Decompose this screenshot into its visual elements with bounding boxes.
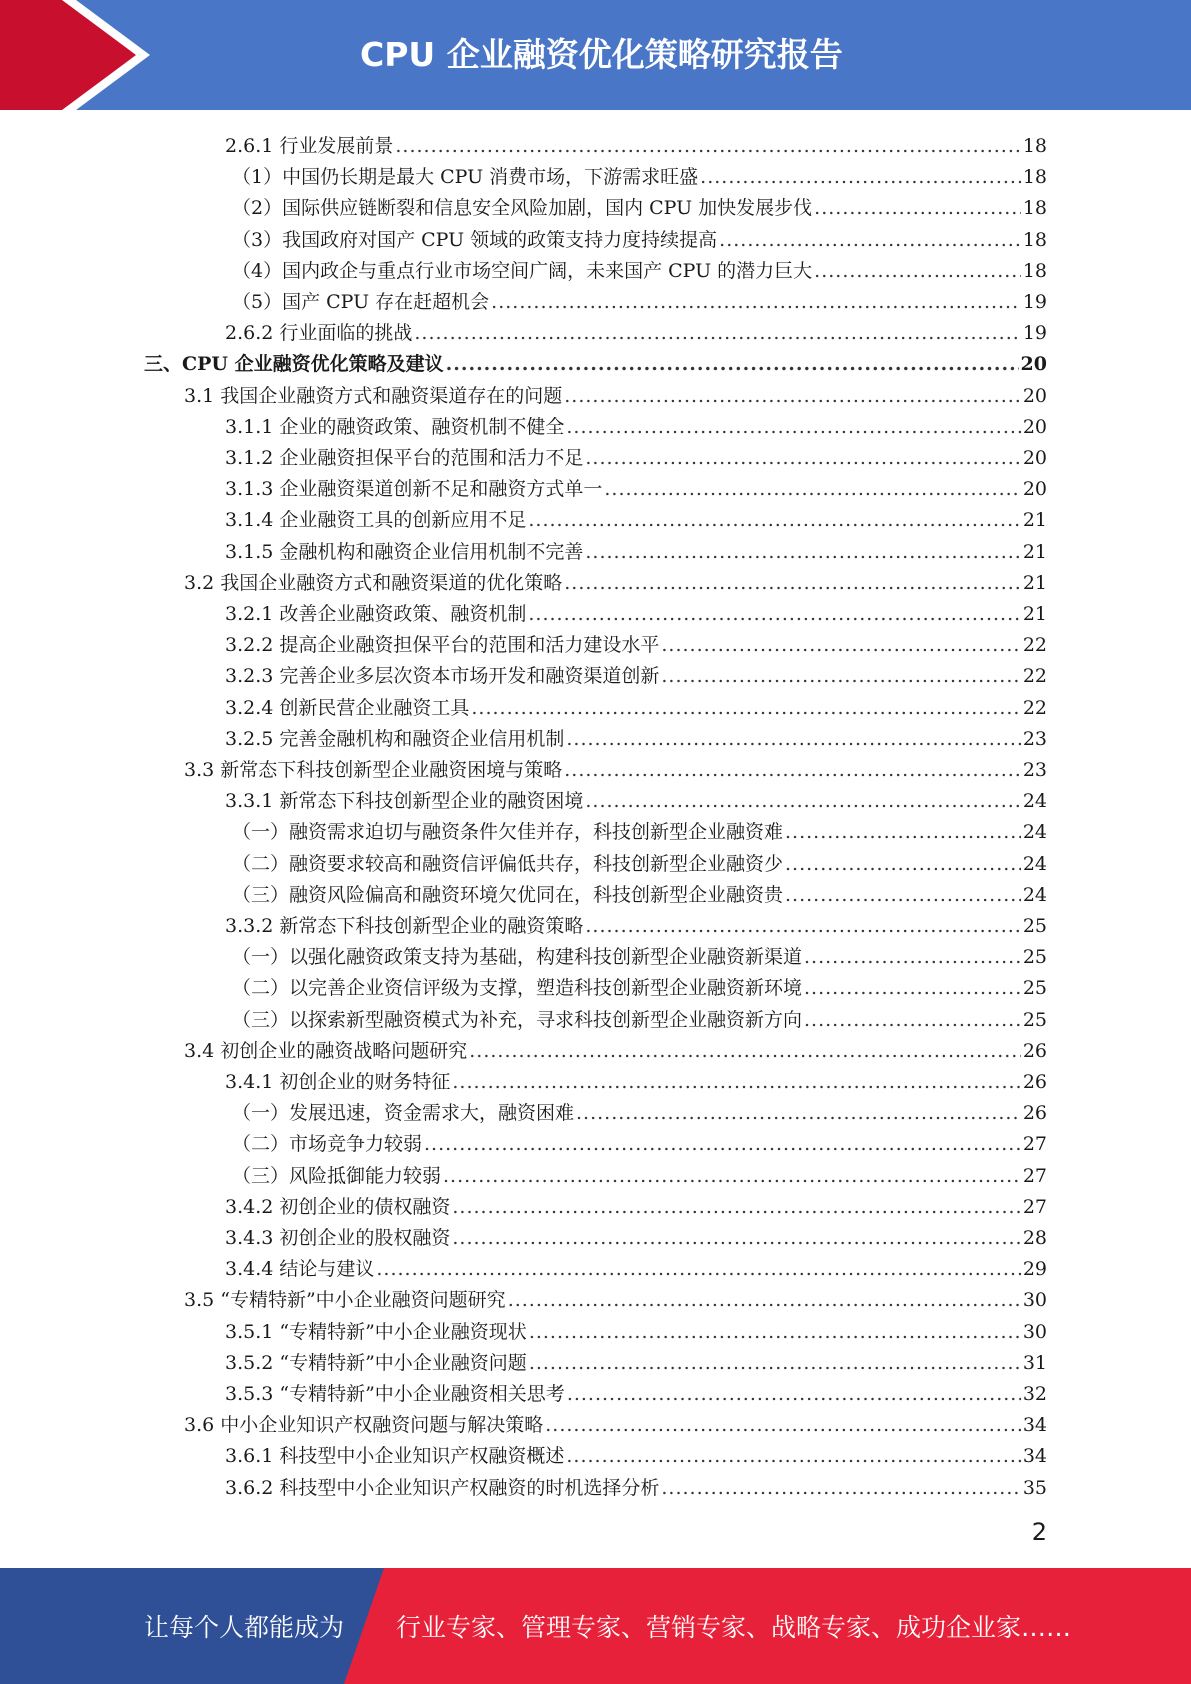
toc-entry-page: 18 [1022,228,1047,251]
toc-entry-page: 22 [1022,634,1047,657]
toc-entry[interactable] [232,813,1047,844]
toc-entry-page: 27 [1022,1133,1047,1156]
toc-entry-page: 26 [1022,1039,1047,1062]
toc-entry-page: 22 [1022,665,1047,688]
toc-entry-label: 3.4 初创企业的融资战略问题研究 [184,1039,468,1062]
toc-entry-label: 3.2.5 完善金融机构和融资企业信用机制 [225,727,565,750]
toc-entry-label: 3.4.4 结论与建议 [225,1258,375,1281]
toc-entry-page: 34 [1022,1414,1047,1437]
toc-entry-label: （一）发展迅速，资金需求大，融资困难 [232,1102,575,1125]
toc-leader-dots [785,883,1021,907]
toc-entry[interactable] [225,1469,1047,1500]
toc-entry[interactable] [225,595,1047,626]
toc-entry-page: 18 [1022,259,1047,282]
toc-entry-label: 3.5 “专精特新”中小企业融资问题研究 [184,1289,506,1312]
toc-entry[interactable] [232,221,1047,252]
toc-leader-dots [469,1039,1021,1063]
toc-entry-page: 25 [1022,915,1047,937]
toc-leader-dots [452,1070,1020,1094]
toc-leader-dots [585,540,1020,564]
toc-entry-page: 24 [1022,852,1047,875]
toc-leader-dots [566,1444,1020,1468]
toc-entry-label: 3.4.3 初创企业的股权融资 [225,1227,451,1249]
toc-entry-page: 21 [1022,603,1047,625]
toc-entry-page: 18 [1022,135,1047,157]
toc-entry-page: 26 [1022,1102,1047,1125]
toc-entry-page: 19 [1022,322,1047,345]
toc-entry-label: 3.2 我国企业融资方式和融资渠道的优化策略 [184,571,563,594]
toc-entry-page: 18 [1022,166,1047,189]
toc-entry-page: 20 [1022,415,1047,438]
toc-entry[interactable] [225,314,1047,345]
toc-entry-label: 3.2.1 改善企业融资政策、融资机制 [225,603,527,625]
toc-entry-label: （三）以探索新型融资模式为补充，寻求科技创新型企业融资新方向 [232,1008,803,1031]
toc-leader-dots [508,1288,1021,1312]
toc-entry[interactable] [225,907,1047,938]
toc-leader-dots [804,945,1021,969]
toc-leader-dots [471,696,1020,720]
toc-entry[interactable] [225,1188,1047,1219]
toc-entry[interactable] [232,283,1047,314]
toc-entry[interactable] [225,720,1047,751]
toc-entry[interactable] [225,439,1047,470]
toc-leader-dots [661,633,1020,657]
footer-slogan-right: 行业专家、管理专家、营销专家、战略专家、成功企业家…… [396,1613,1072,1642]
toc-entry-page: 30 [1022,1320,1047,1343]
toc-entry-label: 3.4.1 初创企业的财务特征 [225,1071,451,1093]
toc-entry-page: 34 [1022,1445,1047,1468]
toc-entry-page: 27 [1022,1164,1047,1187]
toc-entry-label: （1）中国仍长期是最大 CPU 消费市场，下游需求旺盛 [232,166,699,189]
toc-entry[interactable] [184,564,1047,595]
toc-leader-dots [700,165,1021,189]
toc-entry-label: （3）我国政府对国产 CPU 领域的政策支持力度持续提高 [232,228,718,251]
toc-leader-dots [424,1132,1021,1156]
toc-leader-dots [376,1257,1020,1281]
toc-entry-label: 3.1.2 企业融资担保平台的范围和活力不足 [225,447,584,469]
toc-entry-page: 24 [1022,790,1047,813]
page-footer [0,1568,1191,1684]
toc-entry-label: 三、CPU 企业融资优化策略及建议 [144,353,444,376]
page-header [0,0,1191,110]
toc-leader-dots [566,415,1020,439]
toc-entry[interactable] [225,626,1047,657]
toc-entry-page: 22 [1022,696,1047,719]
toc-leader-dots [491,290,1021,314]
toc-entry-label: 3.1.1 企业的融资政策、融资机制不健全 [225,415,565,438]
toc-entry-page: 23 [1022,759,1047,781]
toc-leader-dots [814,196,1021,220]
toc-entry[interactable] [232,1157,1047,1188]
toc-leader-dots [804,1008,1021,1032]
toc-entry-page: 21 [1022,571,1047,594]
toc-entry[interactable] [184,1281,1047,1312]
toc-leader-dots [443,1164,1021,1188]
report-title: CPU 企业融资优化策略研究报告 [360,35,843,74]
toc-entry-label: 3.5.3 “专精特新”中小企业融资相关思考 [225,1383,565,1405]
toc-entry-page: 23 [1022,727,1047,750]
toc-entry-label: （三）风险抵御能力较弱 [232,1164,442,1187]
toc-entry-page: 21 [1022,509,1047,532]
toc-entry-label: 3.2.3 完善企业多层次资本市场开发和融资渠道创新 [225,665,660,688]
toc-leader-dots [585,914,1020,938]
toc-entry-label: 3.1.3 企业融资渠道创新不足和融资方式单一 [225,478,603,501]
toc-entry-page: 25 [1022,946,1047,969]
toc-entry-label: （二）市场竞争力较弱 [232,1133,423,1156]
toc-entry-page: 20 [1022,384,1047,407]
toc-entry[interactable] [225,1313,1047,1344]
toc-entry-page: 29 [1022,1258,1047,1281]
toc-entry[interactable] [225,657,1047,688]
toc-entry-page: 31 [1022,1351,1047,1374]
toc-leader-dots [785,852,1021,876]
toc-entry[interactable] [144,345,1047,376]
toc-entry-label: （4）国内政企与重点行业市场空间广阔，未来国产 CPU 的潜力巨大 [232,259,813,282]
toc-entry-label: 3.3 新常态下科技创新型企业融资困境与策略 [184,759,563,781]
toc-entry-page: 30 [1022,1289,1047,1312]
toc-entry-page: 18 [1022,197,1047,220]
toc-entry-page: 20 [1022,447,1047,469]
toc-entry[interactable] [184,751,1047,782]
toc-entry-label: 3.6.2 科技型中小企业知识产权融资的时机选择分析 [225,1476,660,1499]
toc-leader-dots [564,384,1021,408]
toc-entry[interactable] [232,252,1047,283]
toc-entry[interactable] [232,845,1047,876]
toc-entry[interactable] [225,782,1047,813]
toc-entry-label: （三）融资风险偏高和融资环境欠优同在，科技创新型企业融资贵 [232,883,784,906]
toc-leader-dots [567,1382,1021,1406]
toc-leader-dots [585,446,1020,470]
toc-entry[interactable] [225,1250,1047,1281]
toc-entry-label: 3.4.2 初创企业的债权融资 [225,1195,451,1218]
toc-entry[interactable] [232,158,1047,189]
toc-entry-page: 28 [1022,1227,1047,1249]
toc-entry[interactable] [232,1001,1047,1032]
toc-leader-dots [452,1195,1020,1219]
toc-entry-label: 2.6.1 行业发展前景 [225,135,394,157]
toc-leader-dots [545,1413,1021,1437]
toc-entry[interactable] [225,689,1047,720]
toc-entry-page: 24 [1022,821,1047,844]
toc-entry[interactable] [225,470,1047,501]
toc-entry-label: （一）融资需求迫切与融资条件欠佳并存，科技创新型企业融资难 [232,821,784,844]
page-number: 2 [1031,1518,1047,1546]
toc-entry[interactable] [225,1437,1047,1468]
toc-entry-label: （2）国际供应链断裂和信息安全风险加剧，国内 CPU 加快发展步伐 [232,197,813,220]
toc-entry[interactable] [184,1032,1047,1063]
toc-entry[interactable] [225,501,1047,532]
toc-entry-page: 20 [1022,478,1047,501]
toc-entry-label: 2.6.2 行业面临的挑战 [225,322,413,345]
toc-entry-page: 25 [1022,1008,1047,1031]
toc-entry-page: 27 [1022,1195,1047,1218]
toc-entry[interactable] [232,1094,1047,1125]
toc-entry[interactable] [232,1125,1047,1156]
toc-entry[interactable] [225,1219,1047,1250]
toc-leader-dots [576,1101,1021,1125]
toc-entry-label: （5）国产 CPU 存在赶超机会 [232,291,490,313]
toc-entry-label: 3.5.2 “专精特新”中小企业融资问题 [225,1351,527,1374]
toc-entry[interactable] [225,1375,1047,1406]
toc-entry[interactable] [232,938,1047,969]
toc-entry-label: 3.1.4 企业融资工具的创新应用不足 [225,509,527,532]
toc-leader-dots [719,228,1021,252]
toc-leader-dots [452,1226,1020,1250]
toc-leader-dots [661,1476,1020,1500]
toc-entry[interactable] [225,1344,1047,1375]
toc-entry[interactable] [225,1063,1047,1094]
footer-slogan-left: 让每个人都能成为 [144,1613,345,1642]
toc-leader-dots [528,508,1020,532]
toc-entry[interactable] [232,189,1047,220]
toc-leader-dots [585,789,1020,813]
toc-leader-dots [566,727,1020,751]
toc-entry-label: 3.5.1 “专精特新”中小企业融资现状 [225,1320,527,1343]
toc-entry-label: （一）以强化融资政策支持为基础，构建科技创新型企业融资新渠道 [232,946,803,969]
toc-entry-page: 32 [1022,1383,1047,1405]
toc-entry-page: 24 [1022,883,1047,906]
toc-entry-label: （二）以完善企业资信评级为支撑，塑造科技创新型企业融资新环境 [232,977,803,1000]
toc-leader-dots [804,976,1021,1000]
toc-leader-dots [529,1351,1021,1375]
toc-entry-label: 3.3.1 新常态下科技创新型企业的融资困境 [225,790,584,813]
toc-entry-label: 3.6 中小企业知识产权融资问题与解决策略 [184,1414,544,1437]
toc-entry-page: 19 [1022,291,1047,313]
toc-leader-dots [529,1320,1021,1344]
toc-entry[interactable] [225,533,1047,564]
toc-entry-page: 26 [1022,1071,1047,1093]
toc-entry-page: 35 [1022,1476,1047,1499]
toc-entry-label: 3.2.4 创新民营企业融资工具 [225,696,470,719]
toc-entry-page: 21 [1022,540,1047,563]
toc-leader-dots [564,571,1021,595]
toc-entry[interactable] [184,1406,1047,1437]
toc-entry-label: 3.2.2 提高企业融资担保平台的范围和活力建设水平 [225,634,660,657]
toc-entry-label: 3.1.5 金融机构和融资企业信用机制不完善 [225,540,584,563]
toc-entry[interactable] [225,408,1047,439]
toc-entry-page: 20 [1020,353,1047,376]
toc-leader-dots [661,664,1020,688]
toc-entry[interactable] [184,377,1047,408]
toc-leader-dots [604,477,1020,501]
toc-entry-label: 3.3.2 新常态下科技创新型企业的融资策略 [225,915,584,937]
toc-entry[interactable] [232,876,1047,907]
toc-entry-label: （二）融资要求较高和融资信评偏低共存，科技创新型企业融资少 [232,852,784,875]
toc-leader-dots [395,134,1020,158]
toc-leader-dots [414,321,1020,345]
toc-leader-dots [528,602,1020,626]
toc-entry-label: 3.6.1 科技型中小企业知识产权融资概述 [225,1445,565,1468]
toc-leader-dots [814,259,1021,283]
toc-entry-page: 25 [1022,977,1047,1000]
toc-entry[interactable] [225,127,1047,158]
toc-entry-label: 3.1 我国企业融资方式和融资渠道存在的问题 [184,384,563,407]
toc-entry[interactable] [232,969,1047,1000]
toc-leader-dots [785,820,1021,844]
header-chevron-icon [0,0,140,110]
toc-leader-dots [564,758,1021,782]
toc-leader-dots [446,352,1019,376]
